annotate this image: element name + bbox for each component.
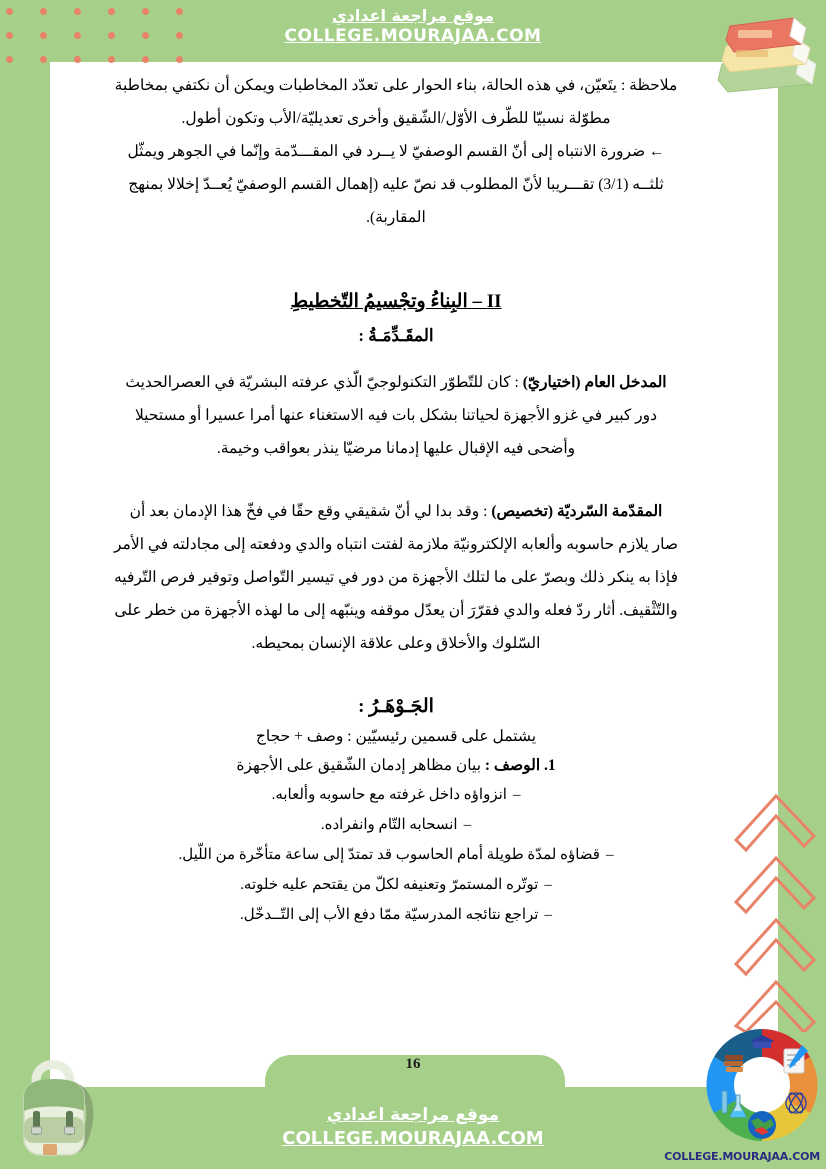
narrative-intro-line-2: صار يلازم حاسوبه وألعابه الإلكترونيّة ملازمة لفتت انتباه والدي ودفعته إلى مجادلته في الأمر xyxy=(114,536,678,553)
narrative-intro-line-3: فإذا به ينكر ذلك وبصرّ على ما لتلك الأجهزة من دور في تيسير التّواصل وتوفير فرص التّرفيه xyxy=(113,569,679,586)
spacer xyxy=(60,661,732,691)
dot xyxy=(176,56,183,63)
page-number: 16 xyxy=(405,1056,421,1072)
bullet-text: انزواؤه داخل غرفته مع حاسوبه وألعابه. xyxy=(271,787,507,803)
body-part-one-label: 1. الوصف : xyxy=(484,757,556,774)
narrative-intro-line-1 xyxy=(60,496,732,527)
general-intro-line-2: دور كبير في غزو الأجهزة لحياتنا بشكل بات فيه الاستغناء عنها أمرا عسيرا أو مستحيلا xyxy=(134,407,658,424)
section-heading-two: II – البِناءُ وتجْسيمُ التّخطيطِ xyxy=(290,291,502,312)
general-intro-line-1 xyxy=(60,367,732,398)
narrative-intro-label: المقدّمة السّرديّة (تخصيص) xyxy=(491,503,663,520)
body-part-one-text: بيان مظاهر إدمان الشّقيق على الأجهزة xyxy=(236,757,482,774)
document-content xyxy=(60,70,732,930)
note-line-3: ← ضرورة الانتباه إلى أنّ القسم الوصفيّ لا يــرد في المقـــدّمة وإنّما في الجوهر ويمثّل xyxy=(127,143,665,160)
subheading-body: الجَـوْهَـرُ : xyxy=(358,696,434,717)
bullet-item xyxy=(60,870,732,900)
chevron-up-icon xyxy=(732,782,818,1032)
bullet-dash-icon: – xyxy=(512,787,521,803)
dot xyxy=(142,56,149,63)
header-brand-arabic: موقع مراجعة اعدادي xyxy=(331,6,495,25)
bullet-dash-icon: – xyxy=(463,817,472,833)
general-intro-line-3: وأضحى فيه الإقبال عليها إدمانا مرضيّا ينذر بعواقب وخيمة. xyxy=(216,440,576,457)
header-brand xyxy=(0,6,826,47)
bullet-item xyxy=(60,840,732,870)
bullet-item xyxy=(60,780,732,810)
bullet-text: توتّره المستمرّ وتعنيفه لكلّ من يقتحم عليه خلوته. xyxy=(240,877,539,893)
bullet-text: قضاؤه لمدّة طويلة أمام الحاسوب قد تمتدّ إلى ساعة متأخّرة من اللّيل. xyxy=(178,847,600,863)
body-overview: يشتمل على قسمين رئيسيّين : وصف + حجاج xyxy=(255,728,537,745)
dot xyxy=(74,56,81,63)
backpack-icon xyxy=(8,1045,118,1165)
spacer xyxy=(60,235,732,279)
narrative-intro-text-1: : وقد بدا لي أنّ شقيقي وقع حقّا في فخّ هذا الإدمان بعد أن xyxy=(129,503,488,520)
note-line-4: ثلثــه (3/1) تقـــريبا لأنّ المطلوب قد نصّ عليه (إهمال القسم الوصفيّ يُعــدّ إخلالا بمنهج xyxy=(128,176,664,193)
dot xyxy=(40,56,47,63)
bullet-dash-icon: – xyxy=(544,877,552,893)
narrative-intro-line-5: السّلوك والأخلاق وعلى علاقة الإنسان بمحيطه. xyxy=(251,635,541,652)
spacer xyxy=(60,466,732,496)
bullet-text: تراجع نتائجه المدرسيّة ممّا دفع الأب إلى التّــدخّل. xyxy=(240,907,539,923)
spacer xyxy=(60,351,732,367)
body-part-one xyxy=(60,751,732,780)
book-stack-icon xyxy=(704,2,824,98)
note-line-5: المقاربة). xyxy=(366,209,426,226)
bullet-dash-icon: – xyxy=(544,907,552,923)
note-line-1: ملاحظة : يتَعيّن، في هذه الحالة، بناء الحوار على تعدّد المخاطبات ويمكن أن نكتفي بمخاطبة xyxy=(114,77,678,94)
header-brand-url: COLLEGE.MOURAJAA.COM xyxy=(284,26,542,46)
chevron-up-icon-group xyxy=(732,782,818,1032)
education-circle-icon xyxy=(702,1025,822,1145)
general-intro-label: المدخل العام (اختياريّ) xyxy=(522,374,667,391)
dot xyxy=(108,56,115,63)
bullet-dash-icon: – xyxy=(605,847,614,863)
corner-brand-url: COLLEGE.MOURAJAA.COM xyxy=(664,1150,820,1163)
descriptive-bullet-list xyxy=(60,780,732,930)
bullet-text: انسحابه التّام وانفراده. xyxy=(320,817,458,833)
narrative-intro-line-4: والتّثْقيف. أثار ردّ فعله والدي فقرّرَ أن يعدّل موقفه وينبّهه إلى ما لهذه الأجهزة من خطر على xyxy=(114,602,678,619)
bullet-item xyxy=(60,900,732,930)
general-intro-text-1: : كان للتّطوّر التكنولوجيّ الّذي عرفته البشريّة في العصرالحديث xyxy=(125,374,519,391)
dot xyxy=(6,56,13,63)
footer-brand-arabic: موقع مراجعة اعدادي xyxy=(326,1105,500,1125)
subheading-introduction: المقَـدِّمَـةُ : xyxy=(358,326,434,345)
footer-brand-url: COLLEGE.MOURAJAA.COM xyxy=(282,1128,544,1149)
left-green-margin xyxy=(0,0,50,1169)
bullet-item xyxy=(60,810,732,840)
note-line-2: مطوّلة نسبيّا للطّرف الأوّل/الشّقيق وأخرى تعديليّة/الأب وتكون أطول. xyxy=(181,110,611,127)
